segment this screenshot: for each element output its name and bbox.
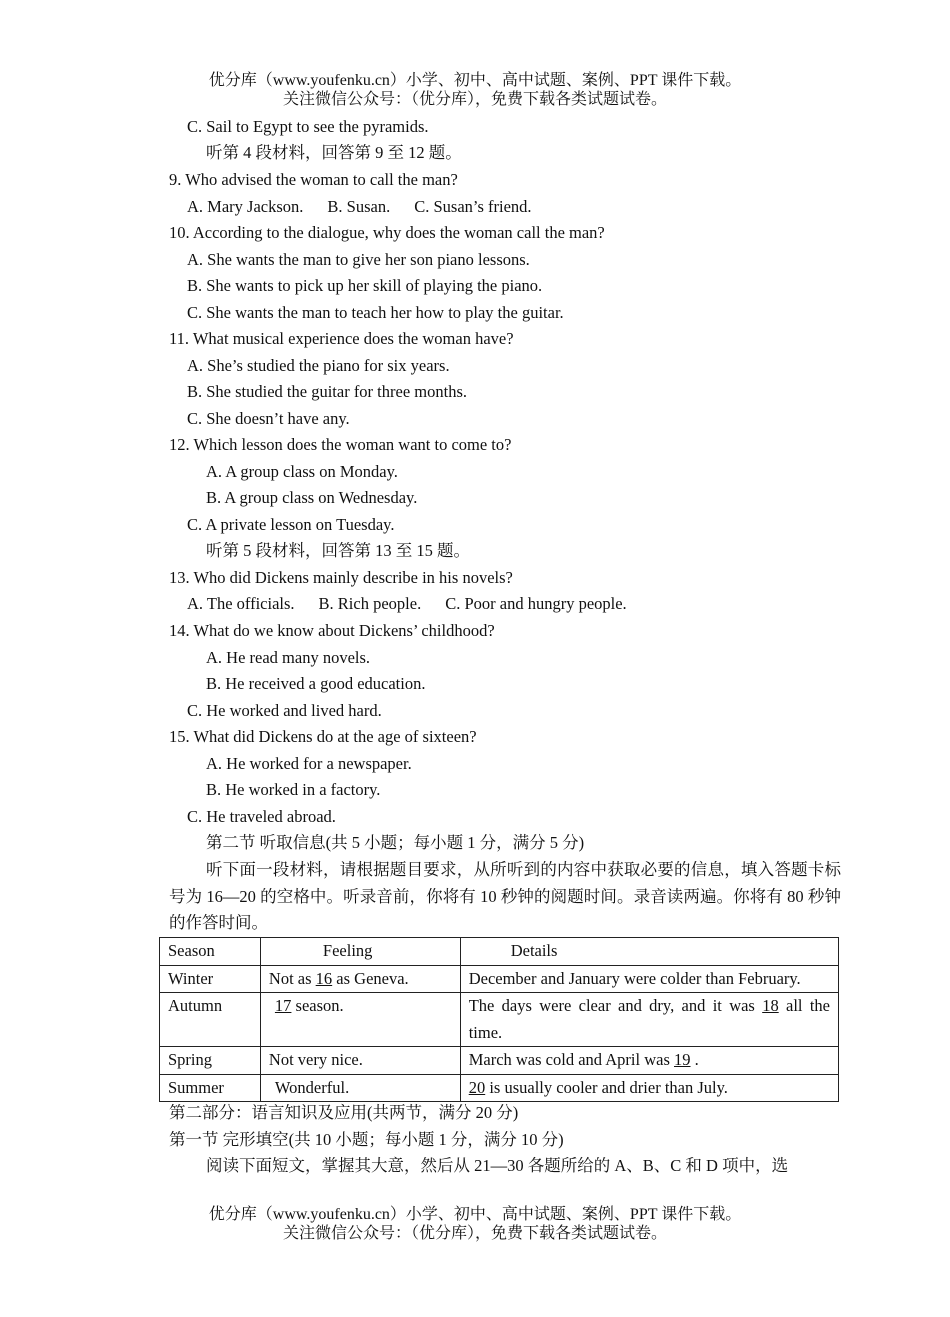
text: . [690,1050,699,1069]
cell-feeling: Wonderful. [260,1074,460,1102]
part-2-title: 第二部分：语言知识及应用(共两节，满分 20 分) [169,1103,519,1122]
question-12: 12. Which lesson does the woman want to come to? [169,435,512,454]
section-5-instruction: 听第 5 段材料，回答第 13 至 15 题。 [206,541,470,560]
q12-option-b: B. A group class on Wednesday. [206,488,418,507]
q10-option-b: B. She wants to pick up her skill of playing the piano. [187,276,543,295]
q14-option-b: B. He received a good education. [206,674,426,693]
listening-instruction: 听下面一段材料，请根据题目要求，从所听到的内容中获取必要的信息，填入答题卡标号为 16—20 的空格中。听录音前，你将有 10 秒钟的阅题时间。录音读两遍。你将有 80 秒钟的作答时间。 [169,860,841,932]
blank-17: 17 [274,996,292,1015]
question-13: 13. Who did Dickens mainly describe in his novels? [169,568,513,587]
q14-option-c: C. He worked and lived hard. [187,701,382,720]
header-details: Details [460,938,838,966]
question-11: 11. What musical experience does the woman have? [169,329,514,348]
question-10: 10. According to the dialogue, why does the woman call the man? [169,223,605,242]
q11-option-c: C. She doesn’t have any. [187,409,350,428]
info-table [159,937,839,1102]
table-row-summer [160,1074,839,1102]
question-15: 15. What did Dickens do at the age of sixteen? [169,727,477,746]
footer-line-1: 优分库（www.youfenku.cn）小学、初中、高中试题、案例、PPT 课件下载。 [208,1206,742,1223]
table-row-spring [160,1047,839,1075]
blank-19: 19 [674,1050,691,1069]
question-9-options [187,194,556,220]
q9-option-a: A. Mary Jackson. [187,197,304,216]
q12-option-a: A. A group class on Monday. [206,462,398,481]
part1-section2-title: 第二节 听取信息(共 5 小题；每小题 1 分，满分 5 分) [206,833,585,852]
q13-option-c: C. Poor and hungry people. [445,594,627,613]
text: is usually cooler and drier than July. [485,1077,728,1097]
q8-option-c: C. Sail to Egypt to see the pyramids. [187,117,429,136]
question-14: 14. What do we know about Dickens’ childhood? [169,621,495,640]
text: all the time. [468,996,830,1042]
header-season: Season [160,938,261,966]
page-footer [0,1205,950,1243]
cell-season: Summer [160,1074,261,1102]
blank-20: 20 [468,1077,486,1097]
footer-line-2: 关注微信公众号：（优分库），免费下载各类试题试卷。 [282,1225,667,1242]
q9-option-b: B. Susan. [327,197,391,216]
q15-option-b: B. He worked in a factory. [206,780,381,799]
cell-season: Winter [160,965,261,993]
text: as Geneva. [332,968,409,988]
text: Not as [268,968,316,988]
q12-option-c: C. A private lesson on Tuesday. [187,515,395,534]
blank-16: 16 [315,968,333,988]
question-13-options [187,591,651,617]
cell-details [460,1074,838,1102]
reading-instruction: 阅读下面短文，掌握其大意，然后从 21—30 各题所给的 A、B、C 和 D 项中，选 [206,1156,789,1175]
q11-option-a: A. She’s studied the piano for six years. [187,356,450,375]
text: season. [291,996,344,1015]
table-row-winter [160,965,839,993]
q13-option-b: B. Rich people. [318,594,422,613]
cell-season: Autumn [160,993,261,1047]
cell-feeling: Not very nice. [260,1047,460,1075]
q11-option-b: B. She studied the guitar for three months. [187,382,467,401]
q10-option-a: A. She wants the man to give her son piano lessons. [187,250,530,269]
cell-season: Spring [160,1047,261,1075]
table-row-autumn [160,993,839,1047]
text: The days were clear and dry, and it was [468,996,763,1015]
blank-18: 18 [762,996,779,1015]
cell-details: December and January were colder than February. [460,965,838,993]
header-line-2: 关注微信公众号：（优分库），免费下载各类试题试卷。 [282,91,667,108]
q10-option-c: C. She wants the man to teach her how to play the guitar. [187,303,564,322]
q15-option-a: A. He worked for a newspaper. [206,754,412,773]
cell-feeling [260,993,460,1047]
part2-section1-title: 第一节 完形填空(共 10 小题；每小题 1 分，满分 10 分) [169,1130,564,1149]
header-line-1: 优分库（www.youfenku.cn）小学、初中、高中试题、案例、PPT 课件下载。 [208,72,742,89]
q15-option-c: C. He traveled abroad. [187,807,336,826]
q13-option-a: A. The officials. [187,594,295,613]
q9-option-c: C. Susan’s friend. [414,197,532,216]
cell-details [460,1047,838,1075]
header-feeling: Feeling [260,938,460,966]
text: March was cold and April was [468,1050,674,1069]
question-9: 9. Who advised the woman to call the man? [169,170,458,189]
cell-details [460,993,838,1047]
page-header [0,71,950,109]
table-header-row [160,938,839,966]
cell-feeling [260,965,460,993]
section-4-instruction: 听第 4 段材料，回答第 9 至 12 题。 [206,143,462,162]
q14-option-a: A. He read many novels. [206,648,371,667]
